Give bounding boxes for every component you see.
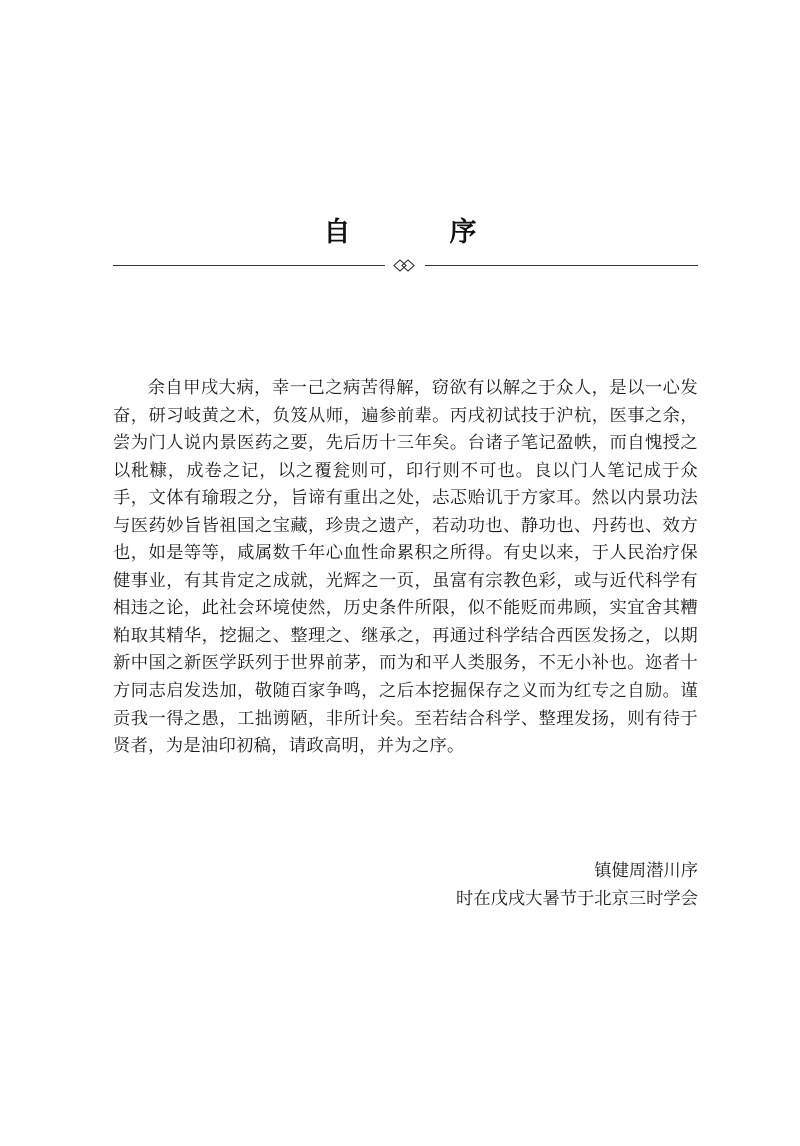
author-signature: 镇健周潜川序 [594,861,698,881]
title-rule-right [425,265,698,266]
dateline: 时在戊戌大暑节于北京三时学会 [456,889,698,909]
title-rule-left [113,265,385,266]
page-title: 自 序 [323,217,513,248]
preface-body: 余自甲戌大病，幸一己之病苦得解，窃欲有以解之于众人，是以一心发奋，研习岐黄之术，负笈从师，遍参前辈。丙戌初试技于沪杭，医事之余，尝为门人说内景医药之要，先后历十三年矣。台诸子笔记盈帙，而自愧授之以秕糠，成卷之记，以之覆瓮则可，印行则不可也。良以门人笔记成于众手，文体有瑜瑕之分，旨谛有重出之处，忐忑贻讥于方家耳。然以内景功法与医药妙旨皆祖国之宝藏，珍贵之遗产，若动功也、静功也、丹药也、效方也，如是等等，咸属数千年心血性命累积之所得。有史以来，于人民治疗保健事业，有其肯定之成就，光辉之一页，虽富有宗教色彩，或与近代科学有相违之论，此社会环境使然，历史条件所限，似不能贬而弗顾，实宜舍其糟粕取其精华，挖掘之、整理之、继承之，再通过科学结合西医发扬之，以期新中国之新医学跃列于世界前茅，而为和平人类服务，不无小补也。迩者十方同志启发迭加，敬随百家争鸣，之后本挖掘保存之义而为红专之自励。谨贡我一得之愚，工拙谫陋，非所计矣。至若结合科学、整理发扬，则有待于贤者，为是油印初稿，请政高明，并为之序。 [113,378,698,757]
double-diamond-ornament-icon [393,259,415,272]
